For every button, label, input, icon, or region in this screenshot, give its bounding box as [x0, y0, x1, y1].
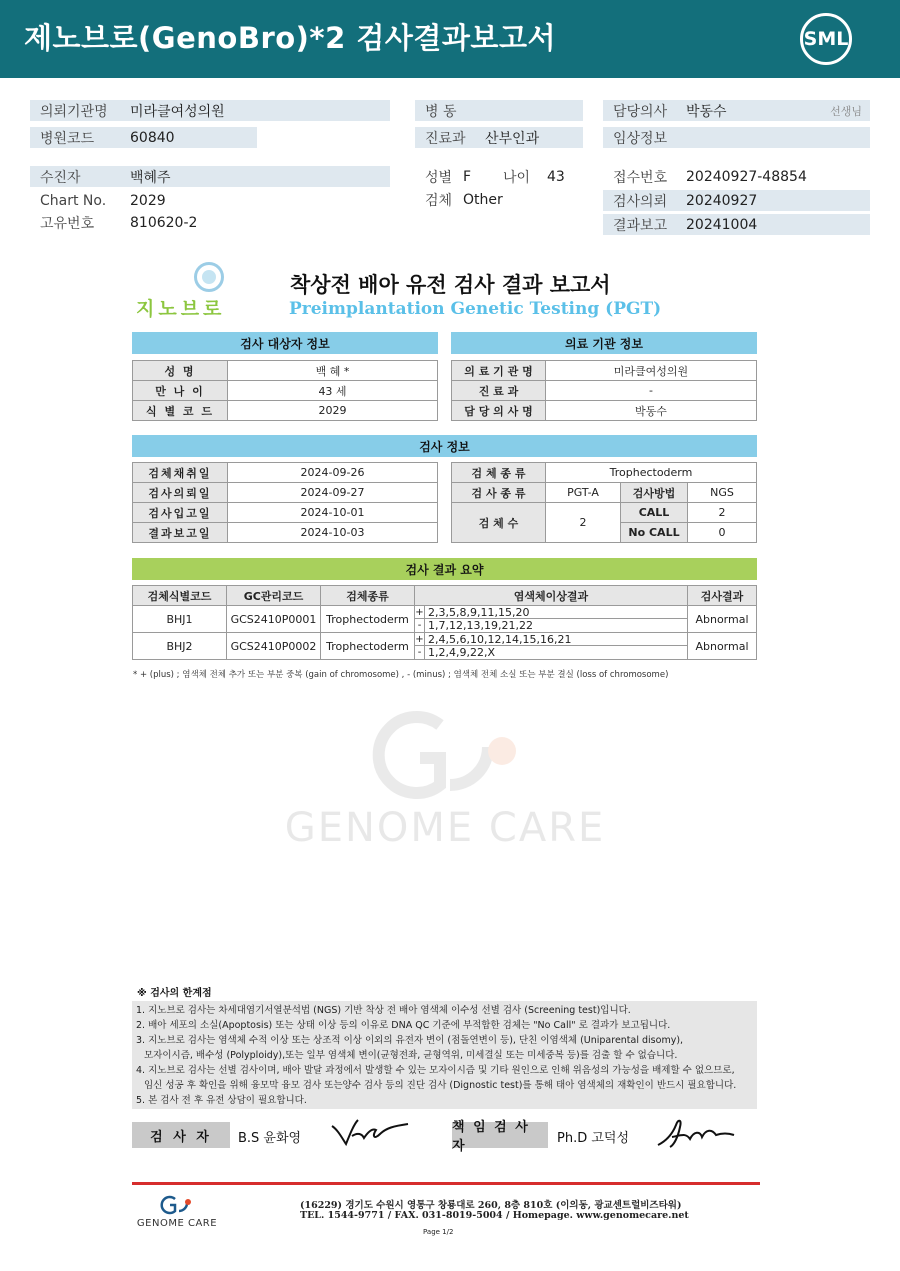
col-specimen-type: 검체종류	[320, 585, 415, 606]
collection-date-value: 2024-09-26	[227, 462, 438, 483]
call-value: 2	[687, 502, 757, 523]
clinical-info-field: 임상정보	[603, 127, 870, 148]
col-chromosome-result: 염색체이상결과	[414, 585, 688, 606]
report-date-cell: 2024-10-03	[227, 522, 438, 543]
summary-footnote: * + (plus) ; 염색체 전체 추가 또는 부분 중복 (gain of chromosome) , - (minus) ; 염색체 전체 소실 또는 부분 결실 (loss of chromosome)	[133, 670, 669, 680]
clinic-department-value: -	[545, 380, 757, 401]
gain-chromosomes: 2,4,5,6,10,12,14,15,16,21	[424, 632, 688, 646]
request-date-field: 검사의뢰 20240927	[603, 190, 870, 211]
genobro-logo: 지노브로	[136, 262, 246, 322]
chart-no-value: 2029	[130, 192, 166, 209]
method-value: NGS	[687, 482, 757, 503]
test-type-value: PGT-A	[545, 482, 621, 503]
patient-name-field: 수진자 백혜주	[30, 166, 390, 187]
result-badge: Abnormal	[687, 632, 757, 660]
limitation-item: 5. 본 검사 전 후 유전 상담이 필요합니다.	[136, 1095, 307, 1106]
nocall-value: 0	[687, 522, 757, 543]
report-header-bar	[0, 0, 900, 78]
table-row: BHJ1	[132, 605, 227, 633]
footer-contact: TEL. 1544-9771 / FAX. 031-8019-5004 / Homepage. www.genomecare.net	[300, 1210, 689, 1221]
specimen-value: Other	[463, 191, 503, 208]
report-date-value: 20241004	[686, 216, 758, 233]
tester-signature-icon	[328, 1114, 413, 1150]
clinic-doctor-value: 박동수	[545, 400, 757, 421]
report-date-field: 결과보고 20241004	[603, 214, 870, 235]
hospital-code-value: 60840	[130, 129, 175, 146]
subject-age-value: 43 세	[227, 380, 438, 401]
footer-rule	[132, 1182, 760, 1185]
loss-chromosomes: 1,2,4,9,22,X	[424, 645, 688, 660]
specimen-type-value: Trophectoderm	[545, 462, 757, 483]
table-row: BHJ2	[132, 632, 227, 660]
col-test-result: 검사결과	[687, 585, 757, 606]
limitation-item: 4. 지노브로 검사는 선별 검사이며, 배아 발달 과정에서 발생할 수 있는 모자이시즘 및 기타 원인으로 인해 위음성의 가능성을 배제할 수 없으므로,	[136, 1065, 735, 1076]
col-specimen-id: 검체식별코드	[132, 585, 227, 606]
limitations-title: ※ 검사의 한계점	[137, 988, 212, 999]
result-badge: Abnormal	[687, 605, 757, 633]
loss-chromosomes: 1,7,12,13,19,21,22	[424, 618, 688, 633]
limitation-item: 3. 지노브로 검사는 염색체 수적 이상 또는 상조적 이상 이외의 유전자 변이 (점돌연변이 등), 단친 이염색체 (Uniparental disomy),	[136, 1035, 684, 1046]
ward-field: 병 동	[415, 100, 583, 121]
chart-no-field: Chart No. 2029	[40, 192, 166, 209]
supervisor-name: Ph.D 고덕성	[557, 1131, 630, 1146]
specimen-count-value: 2	[545, 502, 621, 543]
subject-code-value: 2029	[227, 400, 438, 421]
limitations-box	[132, 1001, 757, 1109]
hospital-code-field: 병원코드 60840	[30, 127, 257, 148]
sex-age-field: 성별 F 나이 43	[425, 168, 565, 186]
page-number: Page 1/2	[423, 1228, 454, 1236]
tester-label: 검 사 자	[132, 1122, 230, 1148]
genome-care-logo: GENOME CARE	[132, 1195, 222, 1235]
patient-name-value: 백혜주	[130, 169, 171, 186]
age-value: 43	[547, 168, 565, 185]
limitation-item: 1. 지노브로 검사는 차세대염기서열분석법 (NGS) 기반 착상 전 배아 염색체 이수성 선별 검사 (Screening test)입니다.	[136, 1005, 631, 1016]
doctor-value: 박동수	[686, 103, 727, 120]
institution-field: 의뢰기관명 미라클여성의원	[30, 100, 390, 121]
institution-value: 미라클여성의원	[130, 103, 225, 120]
sml-logo: SML	[800, 13, 852, 65]
subject-info-header: 검사 대상자 정보	[132, 332, 438, 354]
limitation-item: 2. 배아 세포의 소실(Apoptosis) 또는 상태 이상 등의 이유로 DNA QC 기준에 부적합한 검체는 "No Call" 로 결과가 보고됩니다.	[136, 1020, 671, 1031]
supervisor-label: 책 임 검 사 자	[452, 1122, 548, 1148]
clinic-info-header: 의료 기관 정보	[451, 332, 757, 354]
genome-care-logo-icon	[155, 1195, 199, 1215]
receipt-no-value: 20240927-48854	[686, 168, 807, 185]
department-field: 진료과 산부인과	[415, 127, 583, 148]
gain-chromosomes: 2,3,5,8,9,11,15,20	[424, 605, 688, 619]
summary-header: 검사 결과 요약	[132, 558, 757, 580]
unique-no-value: 810620-2	[130, 214, 198, 231]
document-title: 제노브로(GenoBro)*2 검사결과보고서	[24, 21, 556, 55]
test-info-header: 검사 정보	[132, 435, 757, 457]
tester-name: B.S 윤화영	[238, 1131, 302, 1146]
unique-no-field: 고유번호 810620-2	[40, 214, 198, 232]
col-gc-code: GC관리코드	[226, 585, 321, 606]
report-subtitle: Preimplantation Genetic Testing (PGT)	[289, 299, 662, 319]
sex-value: F	[463, 168, 472, 185]
receipt-date-cell: 2024-10-01	[227, 502, 438, 523]
genome-care-watermark: GENOME CARE	[270, 705, 620, 855]
request-date-cell: 2024-09-27	[227, 482, 438, 503]
supervisor-signature-icon	[652, 1115, 737, 1151]
limitation-item: 모자이시즘, 배수성 (Polyploidy),또는 일부 염색체 변이(균형전좌, 균형역위, 미세결실 또는 미세중복 등)를 검출 할 수 없습니다.	[144, 1050, 678, 1061]
receipt-no-field: 접수번호 20240927-48854	[613, 168, 807, 186]
report-title: 착상전 배아 유전 검사 결과 보고서	[290, 273, 611, 297]
subject-name-value: 백 혜 *	[227, 360, 438, 381]
limitation-item: 임신 성공 후 확인을 위해 융모막 융모 검사 또는양수 검사 등의 진단 검사 (Dignostic test)를 통해 태아 염색체의 재확인이 반드시 필요합니다.	[144, 1080, 737, 1091]
specimen-field: 검체 Other	[425, 191, 503, 209]
footer-address: (16229) 경기도 수원시 영통구 창룡대로 260, 8층 810호 (이의동, 광교센트럴비즈타워)	[300, 1200, 682, 1211]
doctor-field: 담당의사 박동수 선생님	[603, 100, 870, 121]
clinic-name-value: 미라클여성의원	[545, 360, 757, 381]
department-value: 산부인과	[485, 130, 540, 147]
request-date-value: 20240927	[686, 192, 758, 209]
